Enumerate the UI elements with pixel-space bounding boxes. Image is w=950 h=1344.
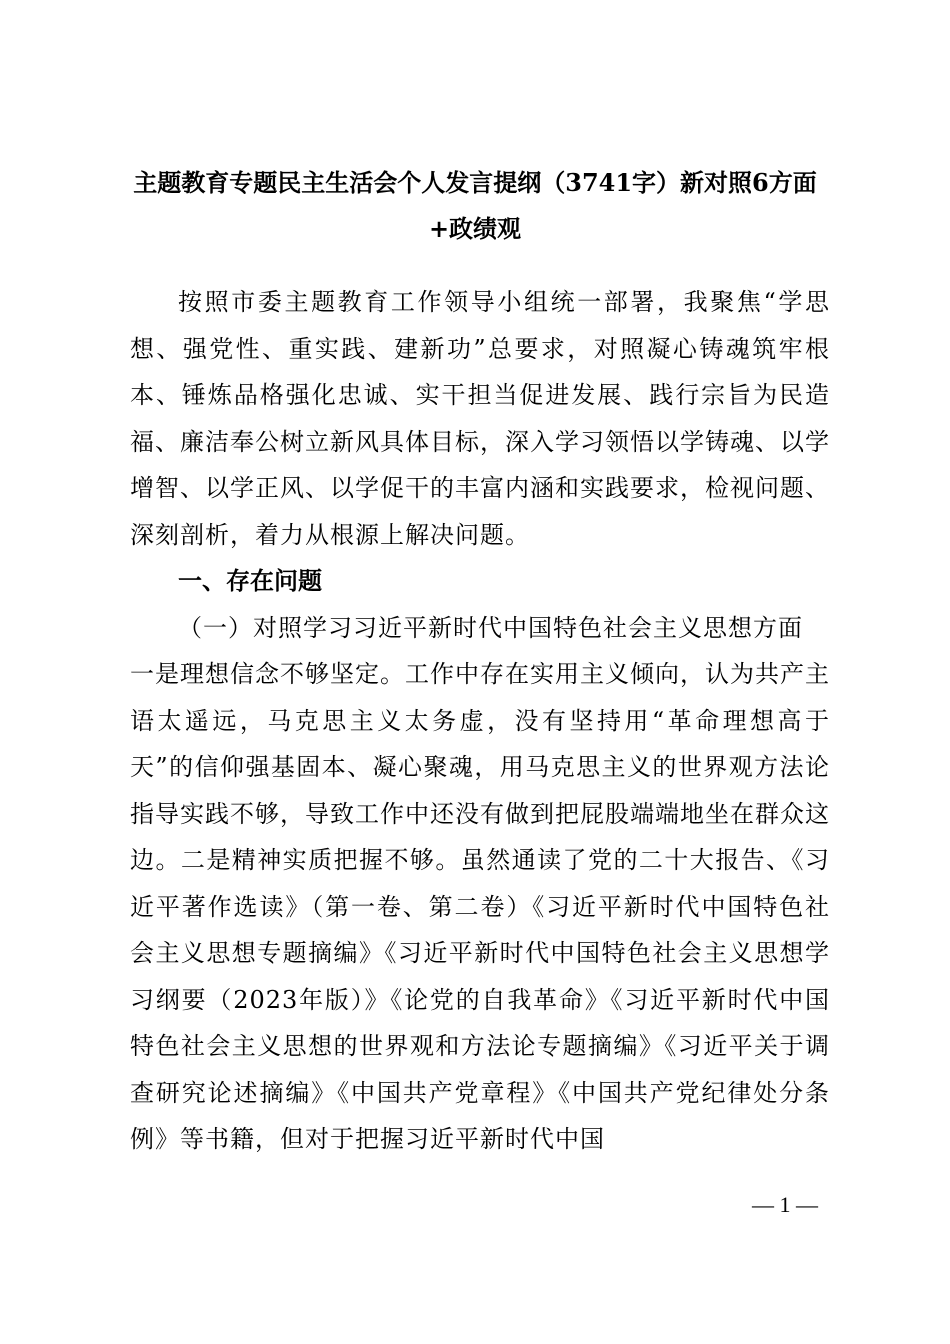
body-paragraph: 一是理想信念不够坚定。工作中存在实用主义倾向，认为共产主语太遥远，马克思主义太务虚，没有坚持用“革命理想高于天”的信仰强基固本、凝心聚魂，用马克思主义的世界观方法论指导实践不够，导致工作中还没有做到把屁股端端地坐在群众这边。二是精神实质把握不够。虽然通读了党的二十大报告、《习近平著作选读》（第一卷、第二卷）《习近平新时代中国特色社会主义思想专题摘编》《习近平新时代中国特色社会主义思想学习纲要（2023年版）》《论党的自我革命》《习近平新时代中国特色社会主义思想的世界观和方法论专题摘编》《习近平关于调查研究论述摘编》《中国共产党章程》《中国共产党纪律处分条例》等书籍，但对于把握习近平新时代中国 xyxy=(130,660,830,1153)
section-heading: 一、存在问题 xyxy=(178,567,322,595)
subsection-heading: （一）对照学习习近平新时代中国特色社会主义思想方面 xyxy=(178,613,803,642)
page-number: — 1 — xyxy=(752,1192,818,1217)
document-title: 主题教育专题民主生活会个人发言提纲（3741字）新对照6方面+政绩观 xyxy=(133,168,817,243)
intro-paragraph: 按照市委主题教育工作领导小组统一部署，我聚焦“学思想、强党性、重实践、建新功”总要求，对照凝心铸魂筑牢根本、锤炼品格强化忠诚、实干担当促进发展、践行宗旨为民造福、廉洁奉公树立新风具体目标，深入学习领悟以学铸魂、以学增智、以学正风、以学促干的丰富内涵和实践要求，检视问题、深刻剖析，着力从根源上解决问题。 xyxy=(130,288,830,549)
document-body xyxy=(130,279,830,1163)
